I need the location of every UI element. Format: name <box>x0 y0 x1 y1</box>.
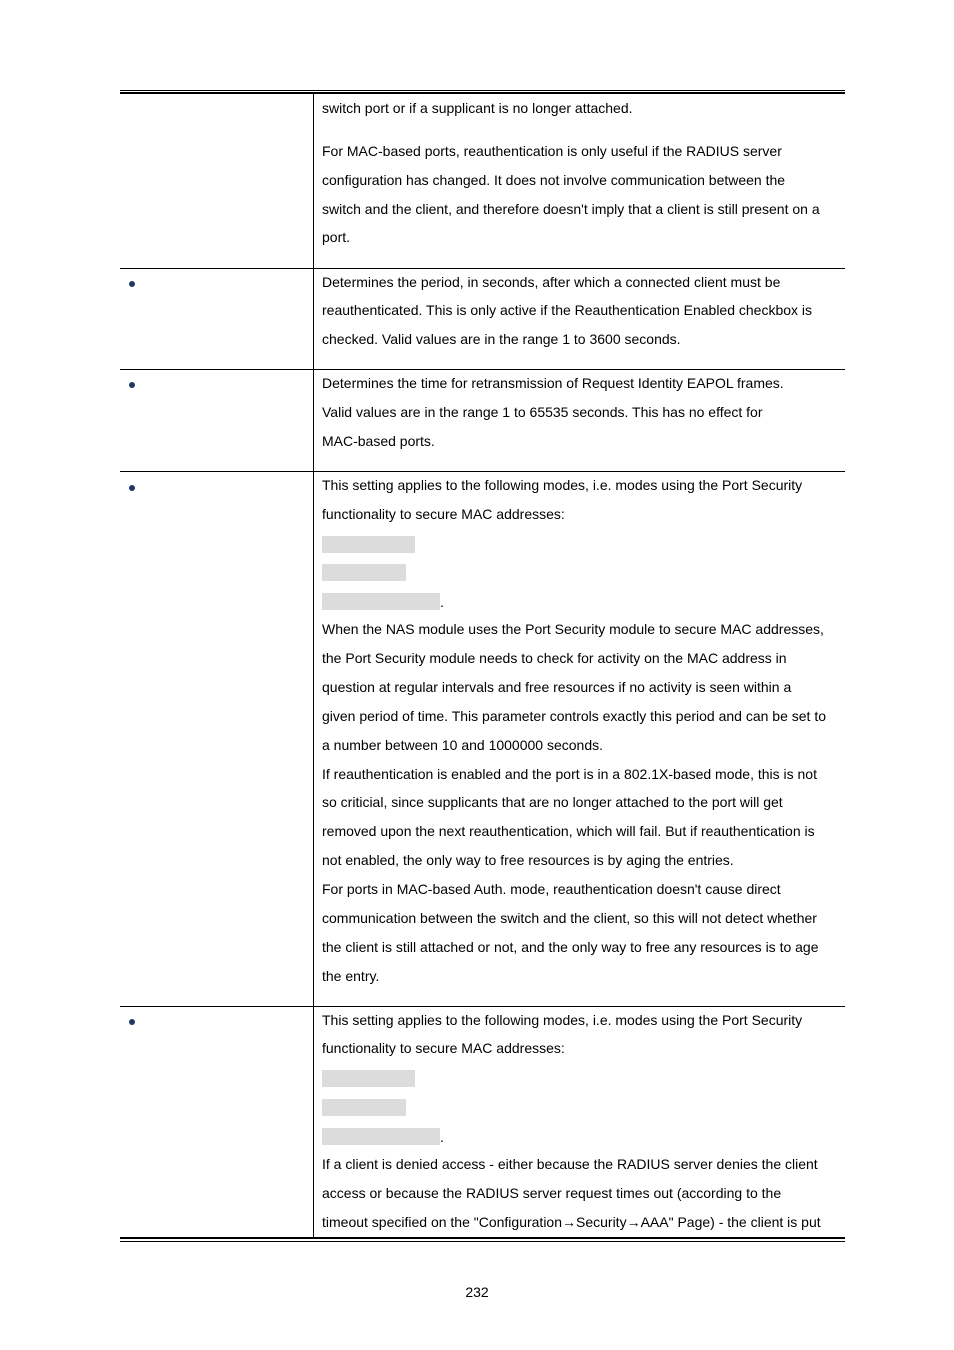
bullet-icon <box>129 485 135 491</box>
row5-body-line: access or because the RADIUS server request times out (according to the <box>322 1185 782 1201</box>
bullet-icon <box>129 1019 135 1025</box>
row4-body-line: For ports in MAC-based Auth. mode, reauthentication doesn't cause direct <box>322 881 781 897</box>
page-number: 232 <box>465 1284 489 1300</box>
row4-body-line: removed upon the next reauthentication, which will fail. But if reauthentication is <box>322 823 815 839</box>
table-bottom-rule-thick <box>120 1237 845 1239</box>
trailing-period: . <box>440 594 444 610</box>
row4-body-line: communication between the switch and the client, so this will not detect whether <box>322 910 817 926</box>
row4-body-line: the client is still attached or not, and the only way to free any resources is to age <box>322 939 819 955</box>
table-bottom-rule <box>120 1241 845 1242</box>
trailing-period: . <box>440 1129 444 1145</box>
row3-line: MAC-based ports. <box>322 433 435 449</box>
redacted-text-block <box>322 564 406 581</box>
row3-line: Determines the time for retransmission of Request Identity EAPOL frames. <box>322 375 784 391</box>
row4-intro-line: functionality to secure MAC addresses: <box>322 506 565 522</box>
row2-line: Determines the period, in seconds, after which a connected client must be <box>322 274 781 290</box>
row4-body-line: so criticial, since supplicants that are no longer attached to the port will get <box>322 794 783 810</box>
row1-line: For MAC-based ports, reauthentication is only useful if the RADIUS server <box>322 143 782 159</box>
redacted-text-block <box>322 1099 406 1116</box>
redacted-text-block <box>322 1070 415 1087</box>
redacted-text-block <box>322 593 440 610</box>
row5-intro-line: functionality to secure MAC addresses: <box>322 1040 565 1056</box>
row1-line: switch port or if a supplicant is no longer attached. <box>322 100 633 116</box>
table-top-rule <box>120 90 845 91</box>
row5-intro-line: This setting applies to the following modes, i.e. modes using the Port Security <box>322 1012 803 1028</box>
row2-line: reauthenticated. This is only active if the Reauthentication Enabled checkbox is <box>322 302 813 318</box>
row4-body-line: a number between 10 and 1000000 seconds. <box>322 737 603 753</box>
row1-line: port. <box>322 229 351 245</box>
row1-line: switch and the client, and therefore doesn't imply that a client is still present on a <box>322 201 820 217</box>
row3-line: Valid values are in the range 1 to 65535 seconds. This has no effect for <box>322 404 763 420</box>
row4-body-line: question at regular intervals and free resources if no activity is seen within a <box>322 679 792 695</box>
row5-body-line: If a client is denied access - either because the RADIUS server denies the client <box>322 1156 818 1172</box>
redacted-text-block <box>322 536 415 553</box>
row4-intro-line: This setting applies to the following modes, i.e. modes using the Port Security <box>322 477 803 493</box>
bullet-icon <box>129 382 135 388</box>
row1-line: configuration has changed. It does not involve communication between the <box>322 172 786 188</box>
row5-body-line: timeout specified on the "Configuration→Security→AAA" Page) - the client is put <box>322 1214 821 1230</box>
row4-body-line: the entry. <box>322 968 380 984</box>
row4-body-line: When the NAS module uses the Port Security module to secure MAC addresses, <box>322 621 824 637</box>
row2-line: checked. Valid values are in the range 1 to 3600 seconds. <box>322 331 681 347</box>
row4-body-line: If reauthentication is enabled and the port is in a 802.1X-based mode, this is not <box>322 766 817 782</box>
row4-body-line: the Port Security module needs to check for activity on the MAC address in <box>322 650 787 666</box>
row4-body-line: given period of time. This parameter controls exactly this period and can be set to <box>322 708 827 724</box>
redacted-text-block <box>322 1128 440 1145</box>
row4-body-line: not enabled, the only way to free resources is by aging the entries. <box>322 852 734 868</box>
table-column-divider <box>313 93 314 1238</box>
bullet-icon <box>129 281 135 287</box>
